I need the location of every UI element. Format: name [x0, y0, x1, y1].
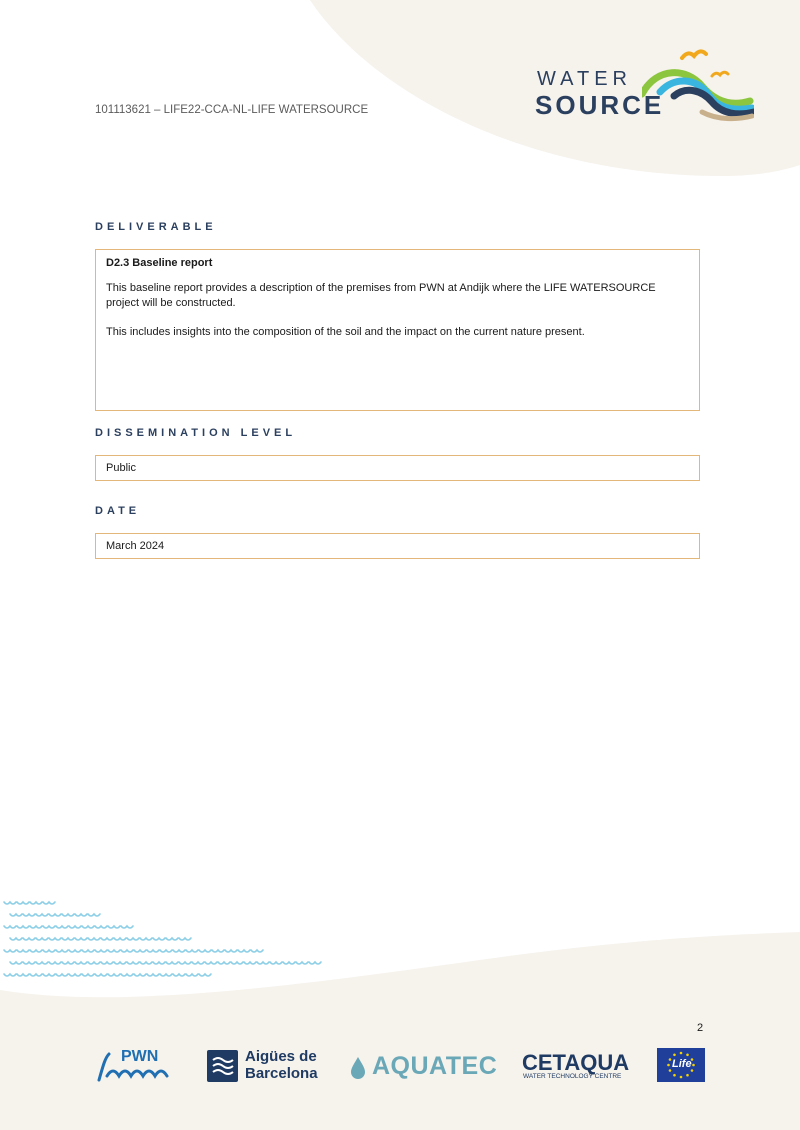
bird-mark	[36, 914, 48, 916]
bird-mark	[101, 938, 113, 940]
aigues-icon	[207, 1050, 238, 1082]
bird-mark	[160, 974, 172, 976]
bird-mark	[56, 974, 68, 976]
bird-mark	[238, 950, 250, 952]
bird-mark	[173, 974, 185, 976]
bird-mark	[108, 974, 120, 976]
bird-mark	[88, 914, 100, 916]
bird-mark	[30, 974, 42, 976]
bird-mark	[101, 962, 113, 964]
bird-mark	[56, 950, 68, 952]
bird-mark	[43, 902, 55, 904]
bird-mark	[75, 962, 87, 964]
bird-mark	[30, 926, 42, 928]
bird-mark	[186, 950, 198, 952]
bird-mark	[4, 950, 16, 952]
bird-mark	[23, 938, 35, 940]
bird-mark	[95, 950, 107, 952]
aigues-text-line1: Aigües de	[245, 1048, 317, 1065]
bird-mark	[62, 914, 74, 916]
bird-mark	[147, 950, 159, 952]
aquatec-logo	[350, 1052, 498, 1082]
bird-mark	[121, 950, 133, 952]
bird-mark	[114, 938, 126, 940]
bird-mark	[199, 950, 211, 952]
bird-mark	[69, 950, 81, 952]
deliverable-heading: DELIVERABLE	[95, 221, 217, 233]
watersource-logo	[532, 46, 754, 124]
bird-mark	[23, 914, 35, 916]
page-number: 2	[697, 1022, 704, 1034]
birds-pattern	[4, 902, 321, 976]
bird-mark	[153, 938, 165, 940]
bird-mark	[17, 950, 29, 952]
bird-mark	[82, 974, 94, 976]
deliverable-description: This baseline report provides a description of the premises from PWN at Andijk where the LIFE WATERSOURCE project will be constructed.	[106, 282, 656, 309]
bird-mark	[36, 938, 48, 940]
bird-mark	[140, 962, 152, 964]
bird-mark	[108, 950, 120, 952]
bird-mark	[62, 962, 74, 964]
cetaqua-subtitle: WATER TECHNOLOGY CENTRE	[523, 1073, 622, 1080]
bird-mark	[43, 926, 55, 928]
aigues-de-barcelona-logo	[207, 1050, 327, 1086]
bird-mark	[62, 938, 74, 940]
bird-mark	[82, 950, 94, 952]
bird-mark	[212, 950, 224, 952]
bird-mark	[10, 962, 22, 964]
dissemination-heading: DISSEMINATION LEVEL	[95, 427, 297, 439]
bird-mark	[296, 962, 308, 964]
bird-mark	[23, 962, 35, 964]
bird-mark	[56, 926, 68, 928]
logo-source-text: SOURCE	[535, 90, 665, 120]
project-identifier: 101113621 – LIFE22-CCA-NL-LIFE WATERSOURCE	[95, 104, 369, 116]
bird-mark	[4, 902, 16, 904]
bird-mark	[75, 914, 87, 916]
bird-mark	[10, 938, 22, 940]
bird-mark	[166, 962, 178, 964]
cetaqua-text: CETAQUA	[522, 1050, 630, 1075]
bird-mark	[121, 974, 133, 976]
bird-mark	[231, 962, 243, 964]
date-box	[95, 533, 700, 559]
bird-mark	[134, 950, 146, 952]
date-heading: DATE	[95, 505, 141, 517]
bird-mark	[257, 962, 269, 964]
dissemination-box	[95, 455, 700, 481]
bird-mark	[30, 902, 42, 904]
bird-mark	[153, 962, 165, 964]
bird-mark	[205, 962, 217, 964]
bird-mark	[49, 914, 61, 916]
bird-mark	[69, 926, 81, 928]
bird-mark	[251, 950, 263, 952]
water-drop-icon	[350, 1056, 366, 1080]
life-text: Life	[672, 1058, 692, 1070]
bird-mark	[309, 962, 321, 964]
bird-mark	[4, 974, 16, 976]
bird-mark	[43, 974, 55, 976]
bird-mark	[88, 938, 100, 940]
bird-mark	[17, 902, 29, 904]
bird-mark	[179, 938, 191, 940]
bird-mark	[134, 974, 146, 976]
aigues-text-line2: Barcelona	[245, 1065, 318, 1082]
date-value: March 2024	[106, 540, 165, 552]
pwn-logo-text: PWN	[121, 1048, 159, 1065]
bird-mark	[218, 962, 230, 964]
deliverable-title: D2.3 Baseline report	[106, 257, 213, 269]
bird-mark	[225, 950, 237, 952]
logo-waves-birds-icon	[642, 46, 754, 124]
bird-mark	[36, 962, 48, 964]
bird-mark	[160, 950, 172, 952]
bird-mark	[43, 950, 55, 952]
bird-mark	[244, 962, 256, 964]
bird-mark	[166, 938, 178, 940]
bird-mark	[17, 974, 29, 976]
bird-mark	[127, 962, 139, 964]
bird-mark	[127, 938, 139, 940]
bird-mark	[49, 962, 61, 964]
deliverable-description-2: This includes insights into the composition of the soil and the impact on the current nature present.	[106, 326, 585, 338]
pwn-logo	[95, 1046, 175, 1086]
bird-mark	[30, 950, 42, 952]
cetaqua-logo	[522, 1050, 630, 1084]
bird-mark	[108, 926, 120, 928]
bird-mark	[186, 974, 198, 976]
bird-mark	[75, 938, 87, 940]
bird-mark	[179, 962, 191, 964]
dissemination-value: Public	[106, 462, 136, 474]
bird-mark	[140, 938, 152, 940]
deliverable-box	[95, 249, 700, 411]
bird-mark	[114, 962, 126, 964]
bird-mark	[192, 962, 204, 964]
eu-life-logo	[657, 1048, 705, 1082]
bird-mark	[121, 926, 133, 928]
bird-mark	[173, 950, 185, 952]
aquatec-text: AQUATEC	[372, 1052, 498, 1080]
bird-mark	[69, 974, 81, 976]
bird-mark	[4, 926, 16, 928]
bird-mark	[283, 962, 295, 964]
bird-mark	[147, 974, 159, 976]
bird-mark	[17, 926, 29, 928]
bird-mark	[49, 938, 61, 940]
bird-mark	[88, 962, 100, 964]
bird-mark	[95, 926, 107, 928]
bird-mark	[199, 974, 211, 976]
bird-mark	[270, 962, 282, 964]
partner-logos	[0, 1040, 800, 1090]
logo-water-text: WATER	[537, 68, 632, 90]
bird-mark	[82, 926, 94, 928]
bird-mark	[10, 914, 22, 916]
bird-mark	[95, 974, 107, 976]
